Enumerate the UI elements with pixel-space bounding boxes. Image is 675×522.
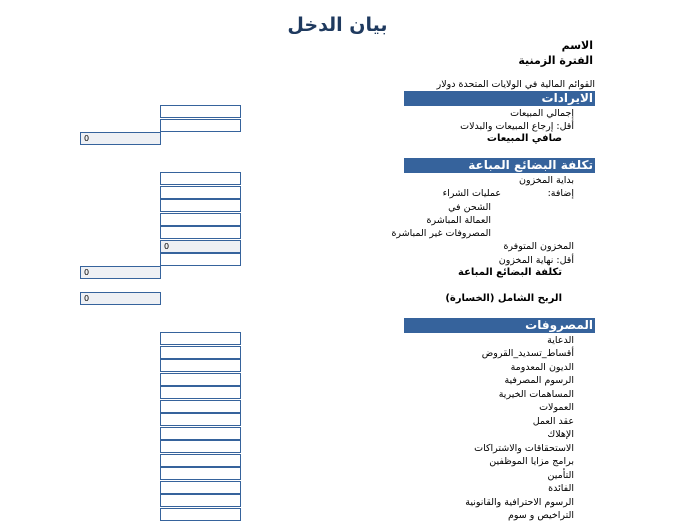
expense-label: الدعاية <box>547 335 574 346</box>
indirect-expenses-label: المصروفات غير المباشرة <box>391 228 491 239</box>
expense-label: المساهمات الخيرية <box>498 389 574 400</box>
gross-sales-label: إجمالي المبيعات <box>510 108 574 119</box>
expense-input[interactable] <box>160 373 241 386</box>
expense-input[interactable] <box>160 494 241 507</box>
expense-input[interactable] <box>160 454 241 467</box>
name-label: الاسم <box>561 39 593 52</box>
currency-note: القوائم المالية في الولايات المتحدة دولار <box>436 79 595 90</box>
expense-input[interactable] <box>160 508 241 521</box>
direct-labor-label: العمالة المباشرة <box>426 215 491 226</box>
purchases-label: عمليات الشراء <box>442 188 501 199</box>
net-sales-label: صافي المبيعات <box>486 133 562 144</box>
purchases-input[interactable] <box>160 186 241 199</box>
period-label: الفترة الزمنية <box>518 54 593 67</box>
expense-input[interactable] <box>160 332 241 345</box>
gross-profit-label: الربح الشامل (الخسارة) <box>445 293 562 304</box>
expense-input[interactable] <box>160 359 241 372</box>
cogs-total-value: 0 <box>80 266 161 279</box>
expense-label: الاستحقاقات والاشتراكات <box>474 443 574 454</box>
expense-label: الفائدة <box>548 483 574 494</box>
cogs-header: تكلفة البضائع المباعة <box>404 158 595 173</box>
revenue-header: الايرادات <box>404 91 595 106</box>
expense-label: الرسوم المصرفية <box>504 375 574 386</box>
inventory-available-label: المخزون المتوفرة <box>503 241 574 252</box>
expense-input[interactable] <box>160 481 241 494</box>
expense-label: الإهلاك <box>547 429 574 440</box>
direct-labor-input[interactable] <box>160 213 241 226</box>
expense-input[interactable] <box>160 440 241 453</box>
gross-sales-input[interactable] <box>160 105 241 118</box>
page-title: بيان الدخل <box>287 14 388 36</box>
expense-label: التأمين <box>547 470 574 481</box>
beginning-inventory-label: بداية المخزون <box>519 175 574 186</box>
ending-inventory-input[interactable] <box>160 253 241 266</box>
expense-label: برامج مزايا الموظفين <box>489 456 574 467</box>
sales-returns-input[interactable] <box>160 119 241 132</box>
expenses-header: المصروفات <box>404 318 595 333</box>
cogs-total-label: تكلفة البضائع المباعة <box>458 267 562 278</box>
expense-input[interactable] <box>160 413 241 426</box>
expense-input[interactable] <box>160 427 241 440</box>
expense-label: الرسوم الاحترافية والقانونية <box>465 497 574 508</box>
expense-label: العمولات <box>539 402 574 413</box>
expense-label: الديون المعدومة <box>510 362 574 373</box>
beginning-inventory-input[interactable] <box>160 172 241 185</box>
expense-label: أقساط_تسديد_القروض <box>481 348 574 359</box>
expense-label: عقد العمل <box>532 416 574 427</box>
inventory-available-value: 0 <box>160 240 241 253</box>
freight-in-label: الشحن في <box>448 202 491 213</box>
net-sales-value: 0 <box>80 132 161 145</box>
indirect-expenses-input[interactable] <box>160 226 241 239</box>
expense-input[interactable] <box>160 386 241 399</box>
expense-input[interactable] <box>160 467 241 480</box>
expense-input[interactable] <box>160 346 241 359</box>
expense-label: التراخيص و سوم <box>507 510 574 521</box>
freight-in-input[interactable] <box>160 199 241 212</box>
ending-inventory-label: أقل: نهاية المخزون <box>498 255 574 266</box>
add-label: إضافة: <box>547 188 574 199</box>
gross-profit-value: 0 <box>80 292 161 305</box>
expense-input[interactable] <box>160 400 241 413</box>
sales-returns-label: أقل: إرجاع المبيعات والبدلات <box>460 121 574 132</box>
